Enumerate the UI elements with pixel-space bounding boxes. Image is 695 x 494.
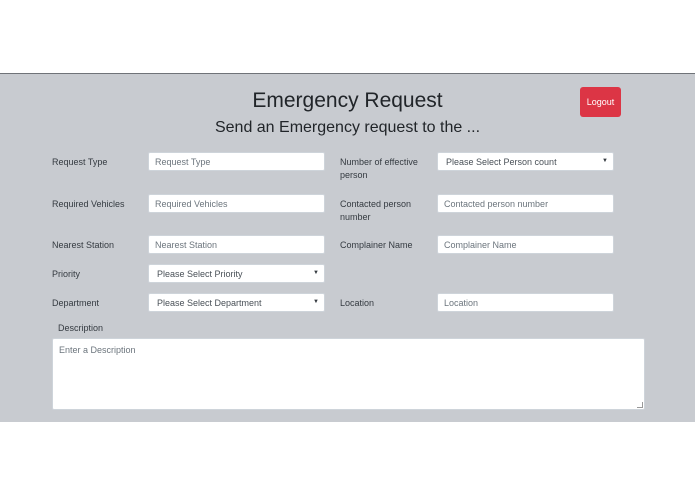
location-input[interactable]: Location [437,293,614,312]
chevron-down-icon: ▼ [313,270,319,276]
description-placeholder: Enter a Description [59,345,136,355]
resize-handle-icon[interactable] [637,402,643,408]
request-type-input[interactable]: Request Type [148,152,325,171]
description-label: Description [58,323,104,333]
chevron-down-icon: ▼ [313,299,319,305]
complainer-name-label: Complainer Name [340,240,413,250]
contacted-number-label: Contacted person number [340,199,412,222]
emergency-request-panel [0,73,695,422]
required-vehicles-input[interactable]: Required Vehicles [148,194,325,213]
nearest-station-input[interactable]: Nearest Station [148,235,325,254]
complainer-name-input[interactable]: Complainer Name [437,235,614,254]
logout-button[interactable]: Logout [580,87,621,117]
page-title: Emergency Request [252,89,443,112]
chevron-down-icon: ▼ [602,158,608,164]
page-subtitle: Send an Emergency request to the ... [214,119,481,136]
nearest-station-label: Nearest Station [52,240,115,250]
department-select[interactable] [148,293,325,312]
person-count-selected: Please Select Person count [446,156,557,167]
department-selected: Please Select Department [157,297,262,308]
priority-select[interactable] [148,264,325,283]
priority-selected: Please Select Priority [157,268,243,279]
location-label: Location [340,298,375,308]
person-count-label: Number of effective person [340,157,418,180]
description-textarea[interactable] [52,338,645,410]
person-count-select[interactable] [437,152,614,171]
required-vehicles-label: Required Vehicles [52,199,125,209]
request-type-label: Request Type [52,157,108,167]
contacted-number-input[interactable]: Contacted person number [437,194,614,213]
priority-label: Priority [52,269,81,279]
department-label: Department [52,298,100,308]
